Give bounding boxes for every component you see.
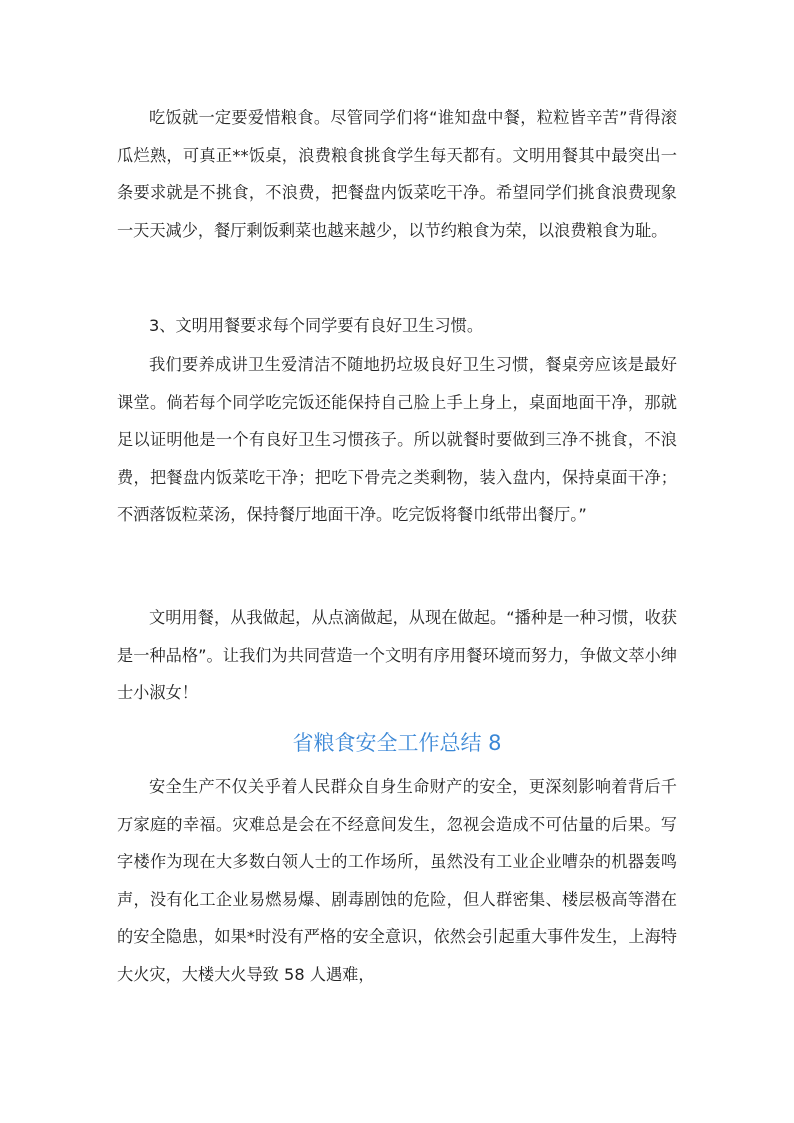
paragraph-hygiene-habits: 我们要养成讲卫生爱清洁不随地扔垃圾良好卫生习惯，餐桌旁应该是最好课堂。倘若每个同学吃完饭还能保持自己脸上手上身上，桌面地面干净，那就足以证明他是一个有良好卫生习惯孩子。所以就餐时要做到三净不挑食，不浪费，把餐盘内饭菜吃干净；把吃下骨壳之类剩物，装入盘内，保持桌面干净；不洒落饭粒菜汤，保持餐厅地面干净。吃完饭将餐巾纸带出餐厅。” [117, 355, 677, 525]
paragraph-hygiene-rule: 3、文明用餐要求每个同学要有良好卫生习惯。 [149, 316, 484, 335]
paragraph-food-saving: 吃饭就一定要爱惜粮食。尽管同学们将“谁知盘中餐，粒粒皆辛苦”背得滚瓜烂熟，可真正**饭桌，浪费粮食挑食学生每天都有。文明用餐其中最突出一条要求就是不挑食，不浪费，把餐盘内饭菜吃干净。希望同学们挑食浪费现象一天天减少，餐厅剩饭剩菜也越来越少，以节约粮食为荣，以浪费粮食为耻。 [117, 108, 677, 240]
paragraph-call-to-action: 文明用餐，从我做起，从点滴做起，从现在做起。“播种是一种习惯，收获是一种品格”。让我们为共同营造一个文明有序用餐环境而努力，争做文萃小绅士小淑女！ [117, 608, 677, 703]
section-heading: 省粮食安全工作总结 8 [292, 731, 502, 755]
paragraph-safety-intro: 安全生产不仅关乎着人民群众自身生命财产的安全，更深刻影响着背后千万家庭的幸福。灾难总是会在不经意间发生，忽视会造成不可估量的后果。写字楼作为现在大多数白领人士的工作场所，虽然没有工业企业嘈杂的机器轰鸣声，没有化工企业易燃易爆、剧毒剧蚀的危险，但人群密集、楼层极高等潜在的安全隐患，如果*时没有严格的安全意识，依然会引起重大事件发生，上海特大火灾，大楼大火导致 58 人遇难， [117, 777, 677, 984]
